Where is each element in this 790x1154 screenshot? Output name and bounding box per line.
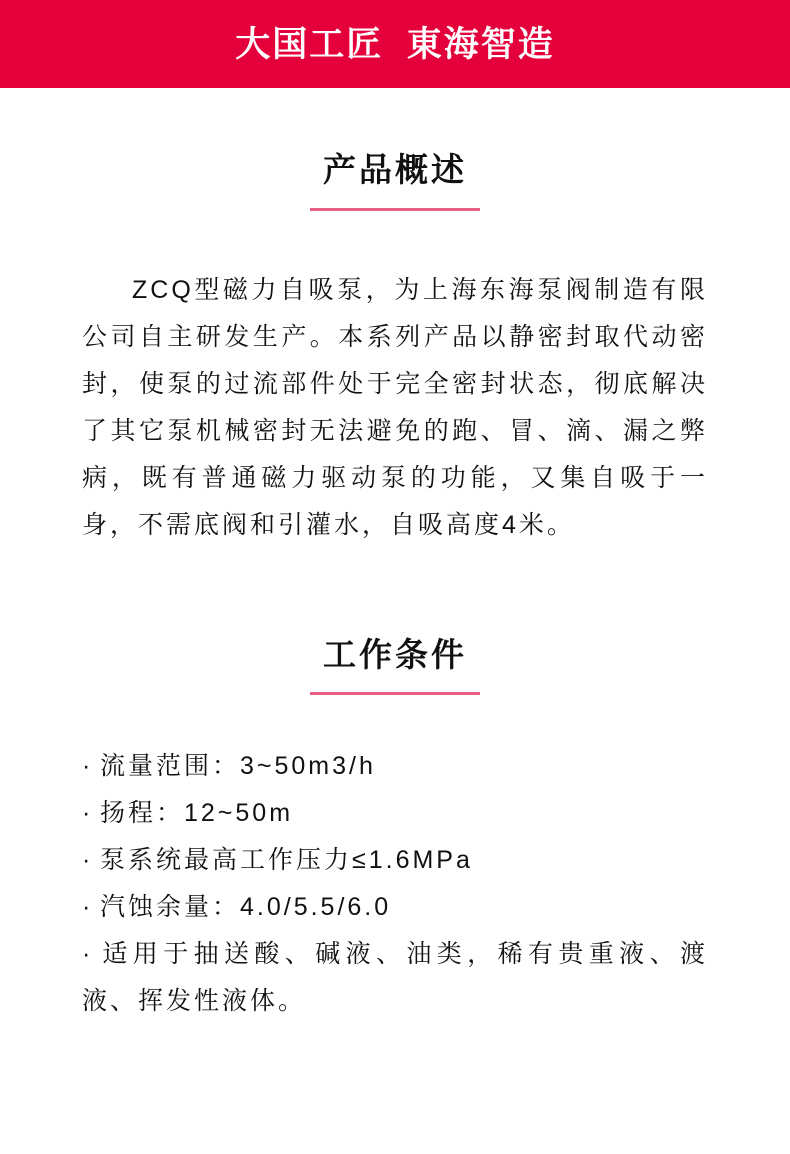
list-item-label: 流量范围：3~50m3/h <box>100 752 376 781</box>
section-working-conditions <box>40 635 750 1026</box>
list-item-label: 汽蚀余量：4.0/5.5/6.0 <box>100 893 392 922</box>
list-item <box>82 790 708 837</box>
bullet-icon: · <box>82 752 94 781</box>
section-title-working-conditions: 工作条件 <box>323 635 467 673</box>
page-content <box>0 150 790 1025</box>
list-item <box>82 743 708 790</box>
heading-underline-working-conditions <box>310 692 480 695</box>
top-banner <box>0 0 790 88</box>
list-item <box>82 884 708 931</box>
heading-underline-overview <box>310 208 480 211</box>
bullet-icon: · <box>82 799 94 828</box>
spec-list <box>82 743 708 1025</box>
list-item <box>82 837 708 884</box>
list-item-label: 扬程：12~50m <box>100 799 294 828</box>
banner-title: 大国工匠 東海智造 <box>235 24 555 64</box>
list-item-label: 泵系统最高工作压力≤1.6MPa <box>100 846 473 875</box>
bullet-icon: · <box>82 893 94 922</box>
bullet-icon: · <box>82 846 94 875</box>
overview-paragraph: ZCQ型磁力自吸泵，为上海东海泵阀制造有限公司自主研发生产。本系列产品以静密封取代动密封，使泵的过流部件处于完全密封状态，彻底解决了其它泵机械密封无法避免的跑、冒、滴、漏之弊病，既有普通磁力驱动泵的功能，又集自吸于一身，不需底阀和引灌水，自吸高度4米。 <box>82 275 708 539</box>
list-item-label: 适用于抽送酸、碱液、油类，稀有贵重液、渡液、挥发性液体。 <box>82 940 708 1016</box>
section-product-overview <box>40 150 750 549</box>
list-item <box>82 931 708 1025</box>
bullet-icon: · <box>82 940 94 969</box>
section-title-overview: 产品概述 <box>323 151 467 188</box>
